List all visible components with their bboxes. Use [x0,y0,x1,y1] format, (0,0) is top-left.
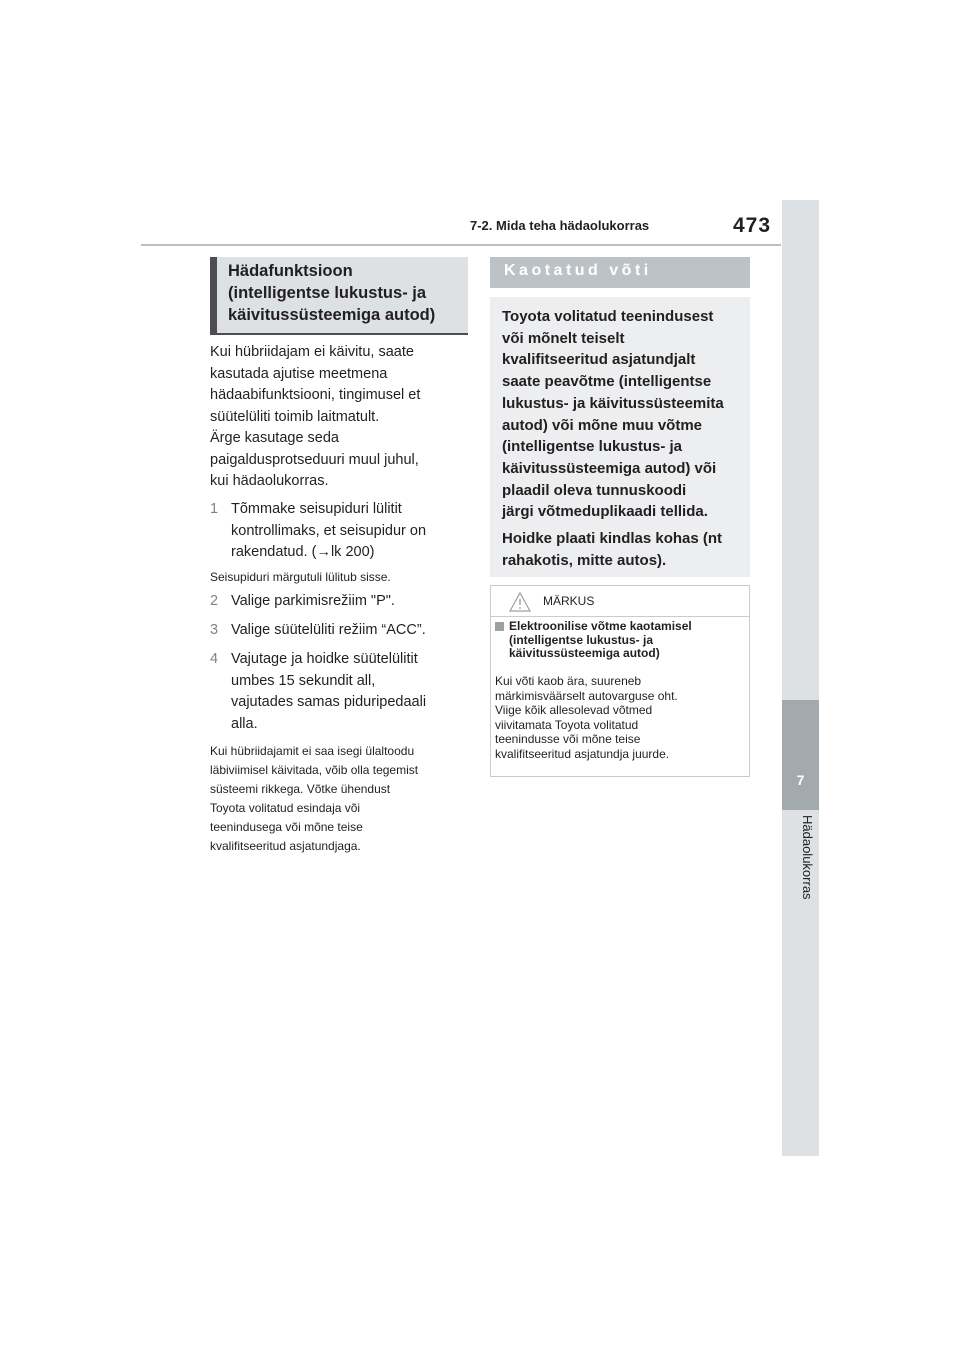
square-bullet-icon [495,622,504,631]
text-line: paigaldusprotseduuri muul juhul, [210,451,419,468]
lost-key-info-box [490,297,750,577]
text-line: Viige kõik allesolevad võtmed [495,703,653,717]
step-number: 2 [210,593,219,609]
text-line: kui hädaolukorras. [210,473,329,489]
text-line: kvalifitseeritud asjatundja juurde. [495,746,670,761]
text-line: teenindusse või mõne teise [495,732,641,746]
notice-title-line: Elektroonilise võtme kaotamisel [509,619,692,633]
text-line: alla. [231,715,258,732]
step-number: 1 [210,501,219,517]
text-line: süsteemi rikkega. Võtke ühendust [210,782,391,796]
step-number: 3 [210,622,219,638]
notice-label: MÄRKUS [543,594,595,608]
heading-line: käivitussüsteemiga autod) [228,306,436,324]
text-line: (intelligentse lukustus- ja [502,438,683,456]
step-4 [210,649,468,735]
notice-title-line: (intelligentse lukustus- ja [509,632,654,647]
text-line: kvalifitseeritud asjatundjaga. [210,839,361,853]
text-line: järgi võtmeduplikaadi tellida. [502,503,708,521]
notice-body [495,674,745,761]
text-line: vajutades samas piduripedaali [231,694,427,710]
text-line: kontrollimaks, et seisupidur on [231,522,427,539]
heading-line: (intelligentse lukustus- ja [228,284,427,302]
chapter-number-tab [782,700,819,810]
intro-paragraph [210,342,468,493]
text-line: Tõmmake seisupiduri lülitit [231,501,402,517]
text-line: Valige süütelüliti režiim “ACC”. [231,622,426,638]
notice-title-row [495,620,745,661]
text-line: autod) või mõne muu võtme [502,416,703,434]
text-line: rahakotis, mitte autos). [502,551,667,569]
text-line: kvalifitseeritud asjatundjalt [502,351,696,369]
step-1 [210,499,468,564]
text-line: Kui võti kaob ära, suureneb [495,674,642,688]
info-paragraph [502,528,742,571]
text-line: plaadil oleva tunnuskoodi [502,481,687,499]
text-line: läbiviimisel käivitada, võib olla tegemist [210,763,419,777]
info-paragraph [502,306,742,523]
text-line: märkimisväärselt autovarguse oht. [495,688,678,703]
text-line: Vajutage ja hoidke süütelülitit [231,651,418,667]
text-line: või mõnelt teiselt [502,329,625,347]
text-line: Ärge kasutage seda [210,430,339,446]
page-number: 473 [733,214,772,237]
header-divider [141,244,781,246]
step-1-note: Seisupiduri märgutuli lülitub sisse. [210,570,391,584]
text-line: Kui hübriidajam ei käivitu, saate [210,344,414,360]
text-line: hädaabifunktsiooni, tingimusel et [210,387,421,403]
text-line: kasutada ajutise meetmena [210,365,388,382]
final-note [210,742,468,856]
notice-box [490,585,750,777]
text-line: Valige parkimisrežiim "P". [231,593,395,609]
section-title: 7-2. Mida teha hädaolukorras [470,218,650,233]
text-line: teenindusega või mõne teise [210,820,363,834]
text-line: viivitamata Toyota volitatud [495,717,639,732]
text-line: umbes 15 sekundit all, [231,672,376,689]
step-number: 4 [210,651,219,667]
heading-line: Hädafunktsioon [228,262,353,280]
chapter-title: Hädaolukorras [800,815,815,900]
step-3 [210,620,468,642]
warning-triangle-icon [509,592,531,612]
notice-header [491,586,749,617]
emergency-function-heading [210,257,468,335]
text-line: Kui hübriidajamit ei saa isegi ülaltoodu [210,744,415,758]
step-2 [210,591,468,613]
text-line: Toyota volitatud teenindusest [502,308,714,325]
notice-title-line: käivitussüsteemiga autod) [509,646,660,660]
chapter-number: 7 [796,772,805,788]
text-line: Toyota volitatud esindaja või [210,801,361,815]
lost-key-heading: Kaotatud võti [490,257,750,288]
text-line: süütelüliti toimib laitmatult. [210,408,380,425]
text-line: saate peavõtme (intelligentse [502,373,712,391]
text-line: lukustus- ja käivitussüsteemita [502,394,724,412]
text-line: Hoidke plaati kindlas kohas (nt [502,530,723,548]
page-reference[interactable]: rakendatud. (→lk 200) [231,544,375,560]
text-line: käivitussüsteemiga autod) või [502,459,717,477]
